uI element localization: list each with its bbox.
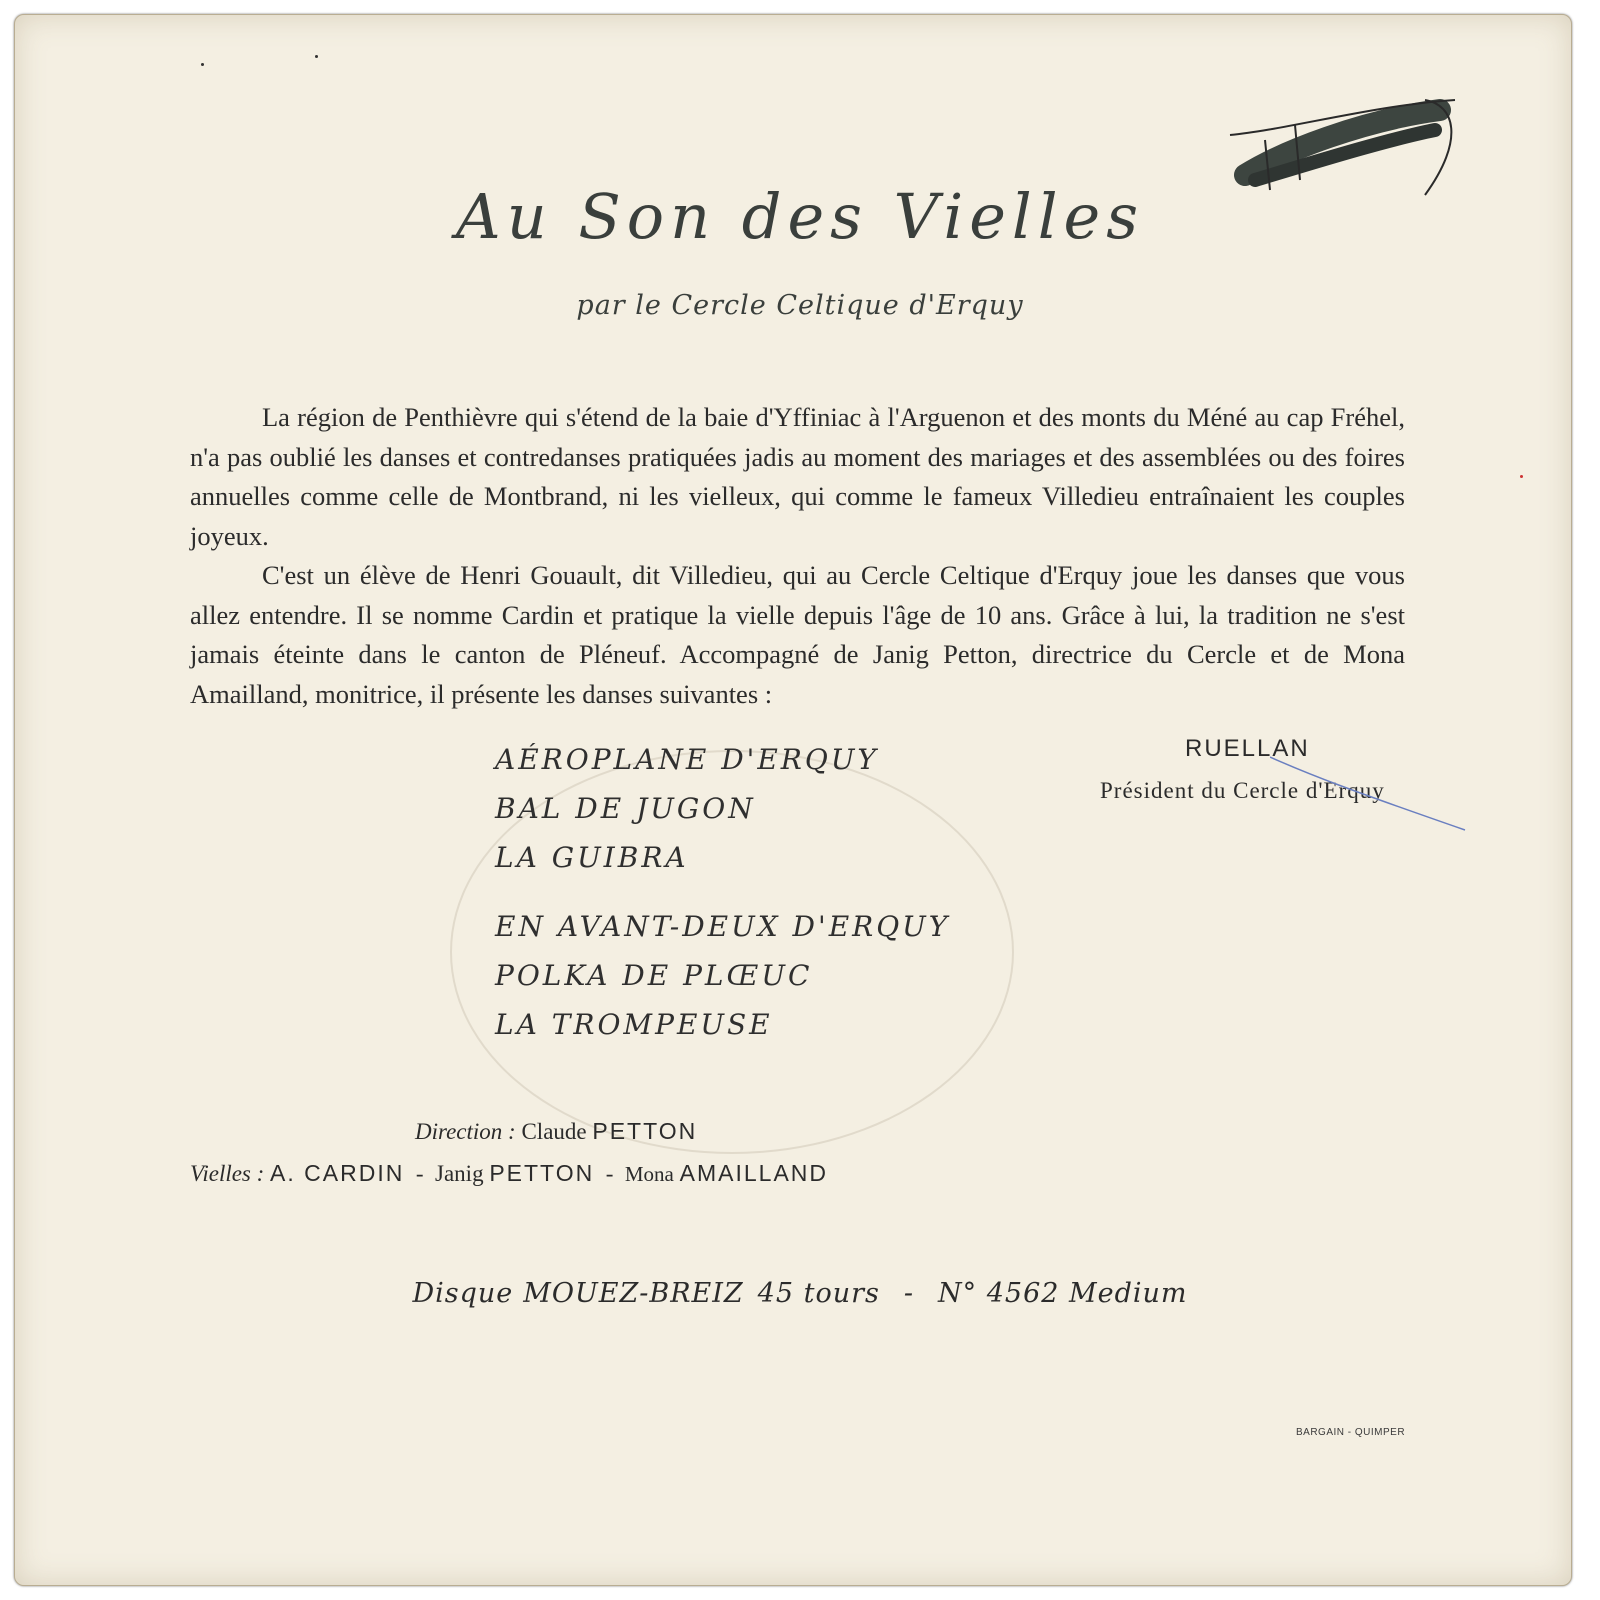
track-title: LA TROMPEUSE <box>495 1008 773 1041</box>
track-title: EN AVANT-DEUX D'ERQUY <box>495 910 951 943</box>
track-title: LA GUIBRA <box>495 841 689 874</box>
pen-stroke <box>1270 755 1470 835</box>
direction-credit <box>415 1118 697 1145</box>
track-title: BAL DE JUGON <box>495 792 756 825</box>
liner-paragraph-2: C'est un élève de Henri Gouault, dit Villedieu, qui au Cercle Celtique d'Erquy joue les danses que vous allez entendre. Il se nomme Cardin et pratique la vielle depuis l'âge de 10 ans. Grâce à lui, la tradition ne s'est jamais éteinte dans le canton de Pléneuf. Accompagné de Janig Petton, directrice du Cercle et de Mona Amailland, monitrice, il présente les danses suivantes : <box>190 560 1405 709</box>
disc-reference <box>0 1278 1600 1309</box>
speck <box>315 55 318 58</box>
disc-brand: MOUEZ-BREIZ <box>523 1278 744 1309</box>
liner-notes <box>190 398 1405 714</box>
disc-number: N° 4562 Medium <box>938 1278 1188 1309</box>
vielles-label: Vielles : <box>190 1161 265 1186</box>
speck <box>201 63 204 66</box>
separator: - <box>415 1161 424 1186</box>
separator: - <box>605 1161 614 1186</box>
vielles-credit <box>190 1160 828 1187</box>
liner-paragraph-1: La région de Penthièvre qui s'étend de la baie d'Yffiniac à l'Arguenon et des monts du Méné au cap Fréhel, n'a pas oublié les danses et contredanses pratiquées jadis au moment des mariages et des assemblées ou des foires annuelles comme celle de Montbrand, ni les vielleux, qui comme le fameux Villedieu entraînaient les couples joyeux. <box>190 402 1405 551</box>
direction-label: Direction : <box>415 1119 516 1144</box>
speck <box>1520 475 1523 478</box>
disc-label: Disque <box>412 1278 514 1309</box>
player-3-last: AMAILLAND <box>679 1160 828 1186</box>
album-subtitle: par le Cercle Celtique d'Erquy <box>576 290 1024 321</box>
director-last-name: PETTON <box>592 1118 698 1144</box>
player-2-last: PETTON <box>489 1160 595 1186</box>
player-3-first: Mona <box>624 1162 674 1186</box>
signatory-role: Président du Cercle d'Erquy <box>1100 778 1385 803</box>
track-title: AÉROPLANE D'ERQUY <box>495 743 879 776</box>
album-title: Au Son des Vielles <box>455 180 1145 253</box>
signatory-name: RUELLAN <box>1185 735 1310 762</box>
disc-separator: - <box>903 1278 914 1309</box>
printer-credit: BARGAIN - QUIMPER <box>1296 1427 1406 1438</box>
player-1: A. CARDIN <box>270 1160 405 1186</box>
player-2-first: Janig <box>435 1161 484 1186</box>
tracklist <box>495 735 950 1049</box>
director-first-name: Claude <box>521 1119 587 1144</box>
track-title: POLKA DE PLŒUC <box>495 959 813 992</box>
side-separator <box>495 882 950 902</box>
disc-speed: 45 tours <box>757 1278 880 1309</box>
